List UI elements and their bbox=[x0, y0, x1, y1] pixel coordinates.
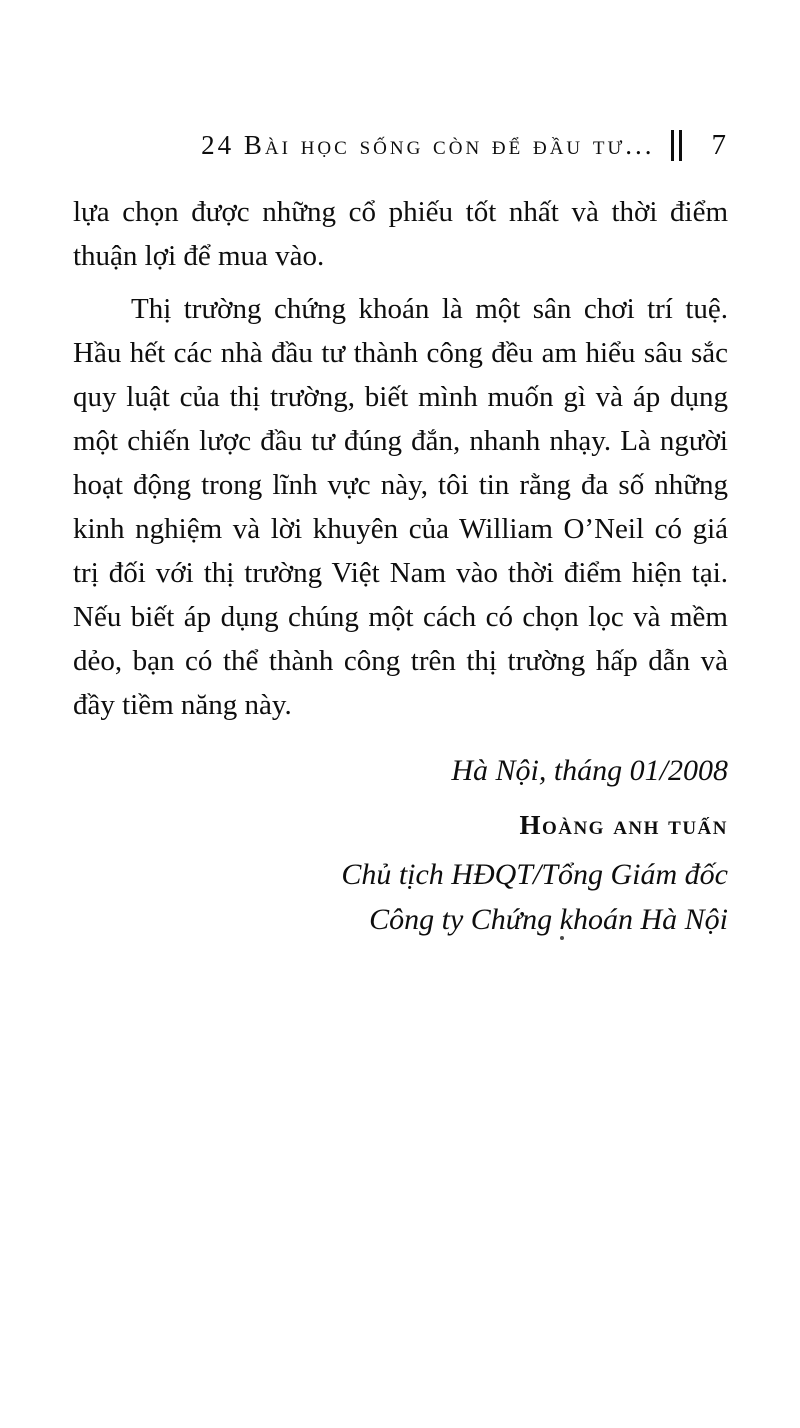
body-line: trị đối với thị trường Việt Nam vào thời điểm hiện tại. bbox=[73, 557, 728, 589]
double-bar-divider bbox=[671, 130, 682, 161]
body-line: lựa chọn được những cổ phiếu tốt nhất và thời điểm bbox=[73, 196, 728, 228]
divider-bar bbox=[671, 130, 674, 161]
paragraph-continuation bbox=[73, 190, 728, 278]
body-line: dẻo, bạn có thể thành công trên thị trường hấp dẫn và bbox=[73, 645, 728, 677]
body-text bbox=[73, 190, 728, 727]
page-number: 7 bbox=[711, 128, 726, 161]
body-line: hoạt động trong lĩnh vực này, tôi tin rằng đa số những bbox=[73, 469, 728, 501]
body-line: thuận lợi để mua vào. bbox=[73, 240, 325, 272]
signature-company: Công ty Chứng khoán Hà Nội bbox=[369, 903, 728, 936]
scan-speck bbox=[560, 936, 564, 940]
body-line: đầy tiềm năng này. bbox=[73, 689, 292, 721]
paragraph-main bbox=[73, 287, 728, 727]
body-line: Hầu hết các nhà đầu tư thành công đều am hiểu sâu sắc bbox=[73, 337, 728, 369]
body-line: kinh nghiệm và lời khuyên của William O’Neil có giá bbox=[73, 513, 728, 545]
signature-block bbox=[73, 748, 728, 942]
body-line: Nếu biết áp dụng chúng một cách có chọn lọc và mềm bbox=[73, 601, 728, 633]
divider-bar bbox=[679, 130, 682, 161]
running-title: 24 Bài học sống còn để đầu tư... bbox=[201, 129, 655, 160]
signature-role: Chủ tịch HĐQT/Tổng Giám đốc bbox=[341, 858, 728, 891]
signature-dateline: Hà Nội, tháng 01/2008 bbox=[451, 754, 728, 787]
body-line: quy luật của thị trường, biết mình muốn gì và áp dụng bbox=[73, 381, 728, 413]
body-line: một chiến lược đầu tư đúng đắn, nhanh nhạy. Là người bbox=[73, 425, 728, 457]
signature-name: Hoàng anh tuấn bbox=[519, 810, 728, 840]
body-line: Thị trường chứng khoán là một sân chơi trí tuệ. bbox=[131, 293, 728, 325]
page-header bbox=[73, 124, 728, 166]
